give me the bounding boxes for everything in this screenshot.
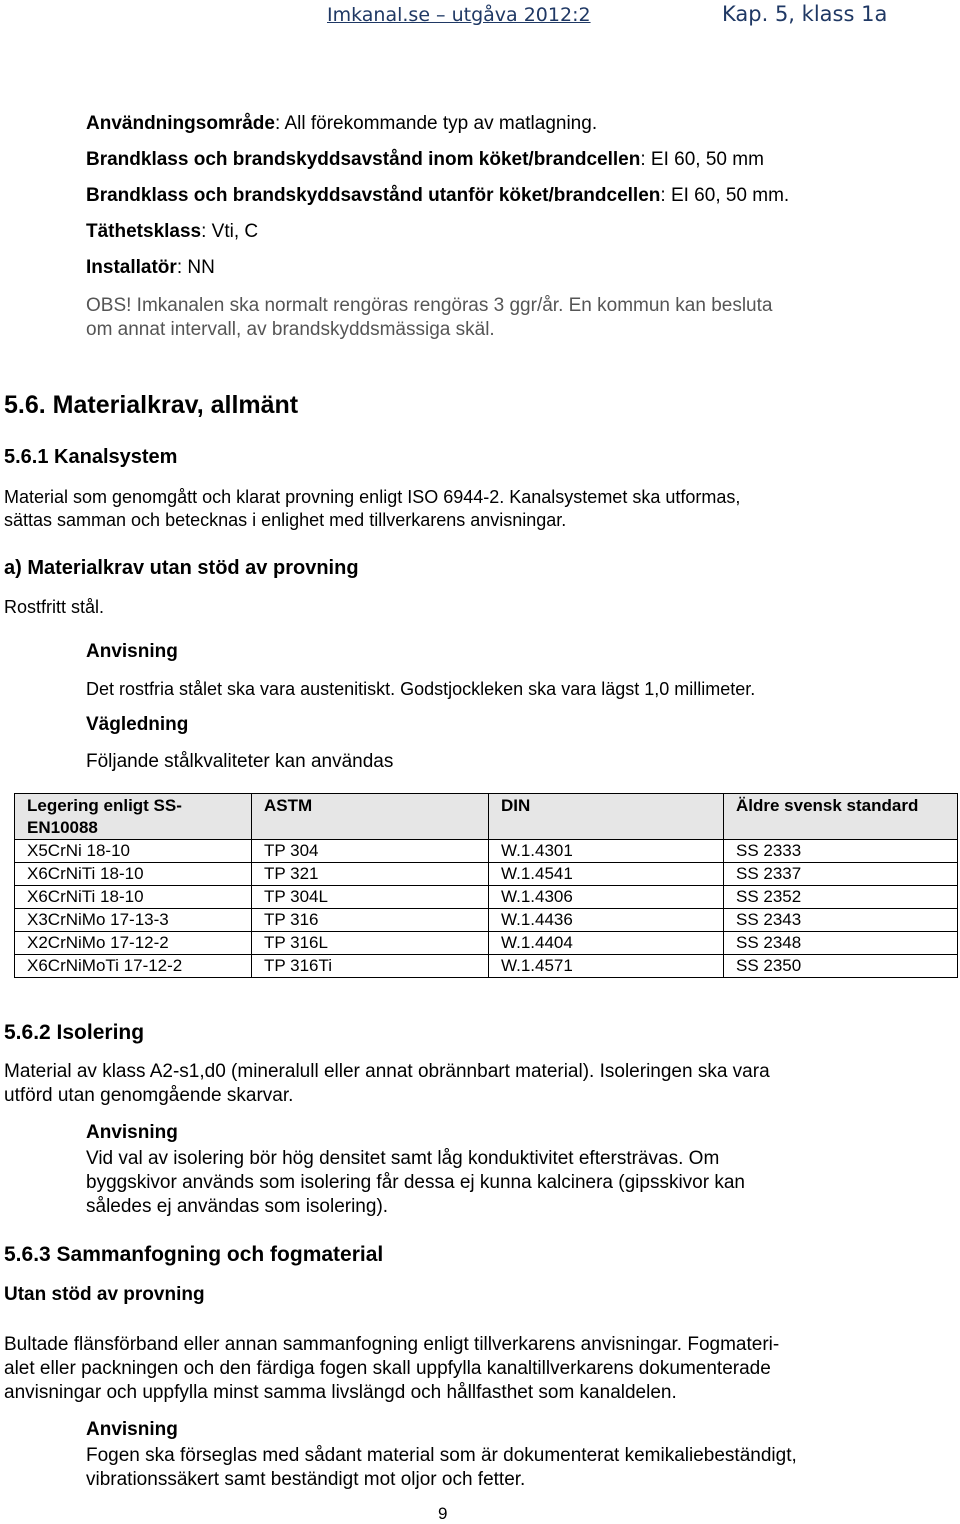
subsection-heading-5-6-3: 5.6.3 Sammanfogning och fogmaterial <box>4 1243 384 1266</box>
fire-outside-value: : EI 60, 50 mm. <box>660 185 790 206</box>
installer-value: : NN <box>176 257 215 278</box>
cell-legering: X3CrNiMo 17-13-3 <box>15 909 252 932</box>
usage-line <box>86 112 597 136</box>
obs-line-1: OBS! Imkanalen ska normalt rengöras rengöras 3 ggr/år. En kommun kan besluta <box>86 295 773 316</box>
cell-din: W.1.4306 <box>489 886 724 909</box>
tightness-value: : Vti, C <box>201 221 259 242</box>
installer-line <box>86 256 215 280</box>
anvisning-label-1: Anvisning <box>86 641 178 662</box>
cell-din: W.1.4436 <box>489 909 724 932</box>
header-chapter: Kap. 5, klass 1a <box>722 2 888 26</box>
cell-legering: X5CrNi 18-10 <box>15 840 252 863</box>
cell-svensk: SS 2333 <box>724 840 958 863</box>
fog-anvisning-line-2: vibrationssäkert samt beständigt mot oljor och fetter. <box>86 1469 526 1490</box>
cell-svensk: SS 2350 <box>724 955 958 978</box>
fire-inside-line <box>86 148 764 172</box>
installer-label: Installatör <box>86 257 177 278</box>
header-title: Imkanal.se – utgåva 2012:2 <box>327 4 591 26</box>
fire-outside-line <box>86 184 789 208</box>
cell-din: W.1.4571 <box>489 955 724 978</box>
isolering-line-1: Material av klass A2-s1,d0 (mineralull eller annat obrännbart material). Isoleringen ska vara <box>4 1061 770 1082</box>
fire-inside-value: : EI 60, 50 mm <box>640 149 764 170</box>
kanalsystem-line-2: sättas samman och betecknas i enlighet med tillverkarens anvisningar. <box>4 510 567 530</box>
cell-svensk: SS 2348 <box>724 932 958 955</box>
tightness-label: Täthetsklass <box>86 221 202 242</box>
utan-provning-heading: Utan stöd av provning <box>4 1284 205 1305</box>
usage-label: Användningsområde <box>86 113 275 134</box>
isolering-anvisning-line-2: byggskivor används som isolering får dessa ej kunna kalcinera (gipsskivor kan <box>86 1172 745 1193</box>
table-header-row <box>15 794 958 840</box>
cell-legering: X6CrNiTi 18-10 <box>15 863 252 886</box>
materialkrav-heading: a) Materialkrav utan stöd av provning <box>4 557 359 579</box>
table-row <box>15 909 958 932</box>
fog-line-2: alet eller packningen och den färdiga fogen skall uppfylla kanaltillverkarens dokumenterade <box>4 1358 771 1379</box>
cell-astm: TP 321 <box>252 863 489 886</box>
fog-anvisning-line-1: Fogen ska förseglas med sådant material som är dokumenterat kemikaliebeständigt, <box>86 1445 797 1466</box>
cell-astm: TP 316 <box>252 909 489 932</box>
cell-svensk: SS 2352 <box>724 886 958 909</box>
cell-legering: X6CrNiTi 18-10 <box>15 886 252 909</box>
document-header-title <box>327 4 591 26</box>
cell-astm: TP 316L <box>252 932 489 955</box>
vagledning-text: Följande stålkvaliteter kan användas <box>86 751 394 772</box>
col-header-legering: Legering enligt SS-EN10088 <box>15 794 252 840</box>
table-row <box>15 886 958 909</box>
rostfritt-text: Rostfritt stål. <box>4 597 105 617</box>
cell-svensk: SS 2343 <box>724 909 958 932</box>
cell-astm: TP 316Ti <box>252 955 489 978</box>
cell-astm: TP 304 <box>252 840 489 863</box>
cell-din: W.1.4541 <box>489 863 724 886</box>
col-header-svensk-standard: Äldre svensk standard <box>724 794 958 840</box>
table-row <box>15 955 958 978</box>
cell-legering: X2CrNiMo 17-12-2 <box>15 932 252 955</box>
steel-grades-table <box>14 793 958 978</box>
section-heading-5-6: 5.6. Materialkrav, allmänt <box>4 391 299 419</box>
fire-inside-label: Brandklass och brandskyddsavstånd inom köket/brandcellen <box>86 149 641 170</box>
isolering-line-2: utförd utan genomgående skarvar. <box>4 1085 294 1106</box>
cell-legering: X6CrNiMoTi 17-12-2 <box>15 955 252 978</box>
table-row <box>15 840 958 863</box>
cell-astm: TP 304L <box>252 886 489 909</box>
tightness-line <box>86 220 258 244</box>
page-number: 9 <box>438 1504 448 1523</box>
obs-line-2: om annat intervall, av brandskyddsmässiga skäl. <box>86 319 495 340</box>
usage-value: : All förekommande typ av matlagning. <box>274 113 598 134</box>
col-header-din: DIN <box>489 794 724 840</box>
subsection-heading-5-6-2: 5.6.2 Isolering <box>4 1021 145 1044</box>
subsection-heading-5-6-1: 5.6.1 Kanalsystem <box>4 446 178 468</box>
vagledning-label: Vägledning <box>86 714 189 735</box>
cell-din: W.1.4301 <box>489 840 724 863</box>
isolering-anvisning-line-3: således ej användas som isolering). <box>86 1196 389 1217</box>
fog-line-3: anvisningar och uppfylla minst samma livslängd och hållfasthet som kanaldelen. <box>4 1382 677 1403</box>
anvisning-label-2: Anvisning <box>86 1122 178 1143</box>
col-header-astm: ASTM <box>252 794 489 840</box>
anvisning-text-1: Det rostfria stålet ska vara austenitiskt. Godstjockleken ska vara lägst 1,0 millimeter. <box>86 679 756 699</box>
cell-svensk: SS 2337 <box>724 863 958 886</box>
cell-din: W.1.4404 <box>489 932 724 955</box>
fog-line-1: Bultade flänsförband eller annan sammanfogning enligt tillverkarens anvisningar. Fogmateri- <box>4 1334 780 1355</box>
table-row <box>15 932 958 955</box>
kanalsystem-line-1: Material som genomgått och klarat provning enligt ISO 6944-2. Kanalsystemet ska utformas, <box>4 487 741 507</box>
fire-outside-label: Brandklass och brandskyddsavstånd utanför köket/brandcellen <box>86 185 661 206</box>
isolering-anvisning-line-1: Vid val av isolering bör hög densitet samt låg konduktivitet eftersträvas. Om <box>86 1148 720 1169</box>
table-row <box>15 863 958 886</box>
anvisning-label-3: Anvisning <box>86 1419 178 1440</box>
